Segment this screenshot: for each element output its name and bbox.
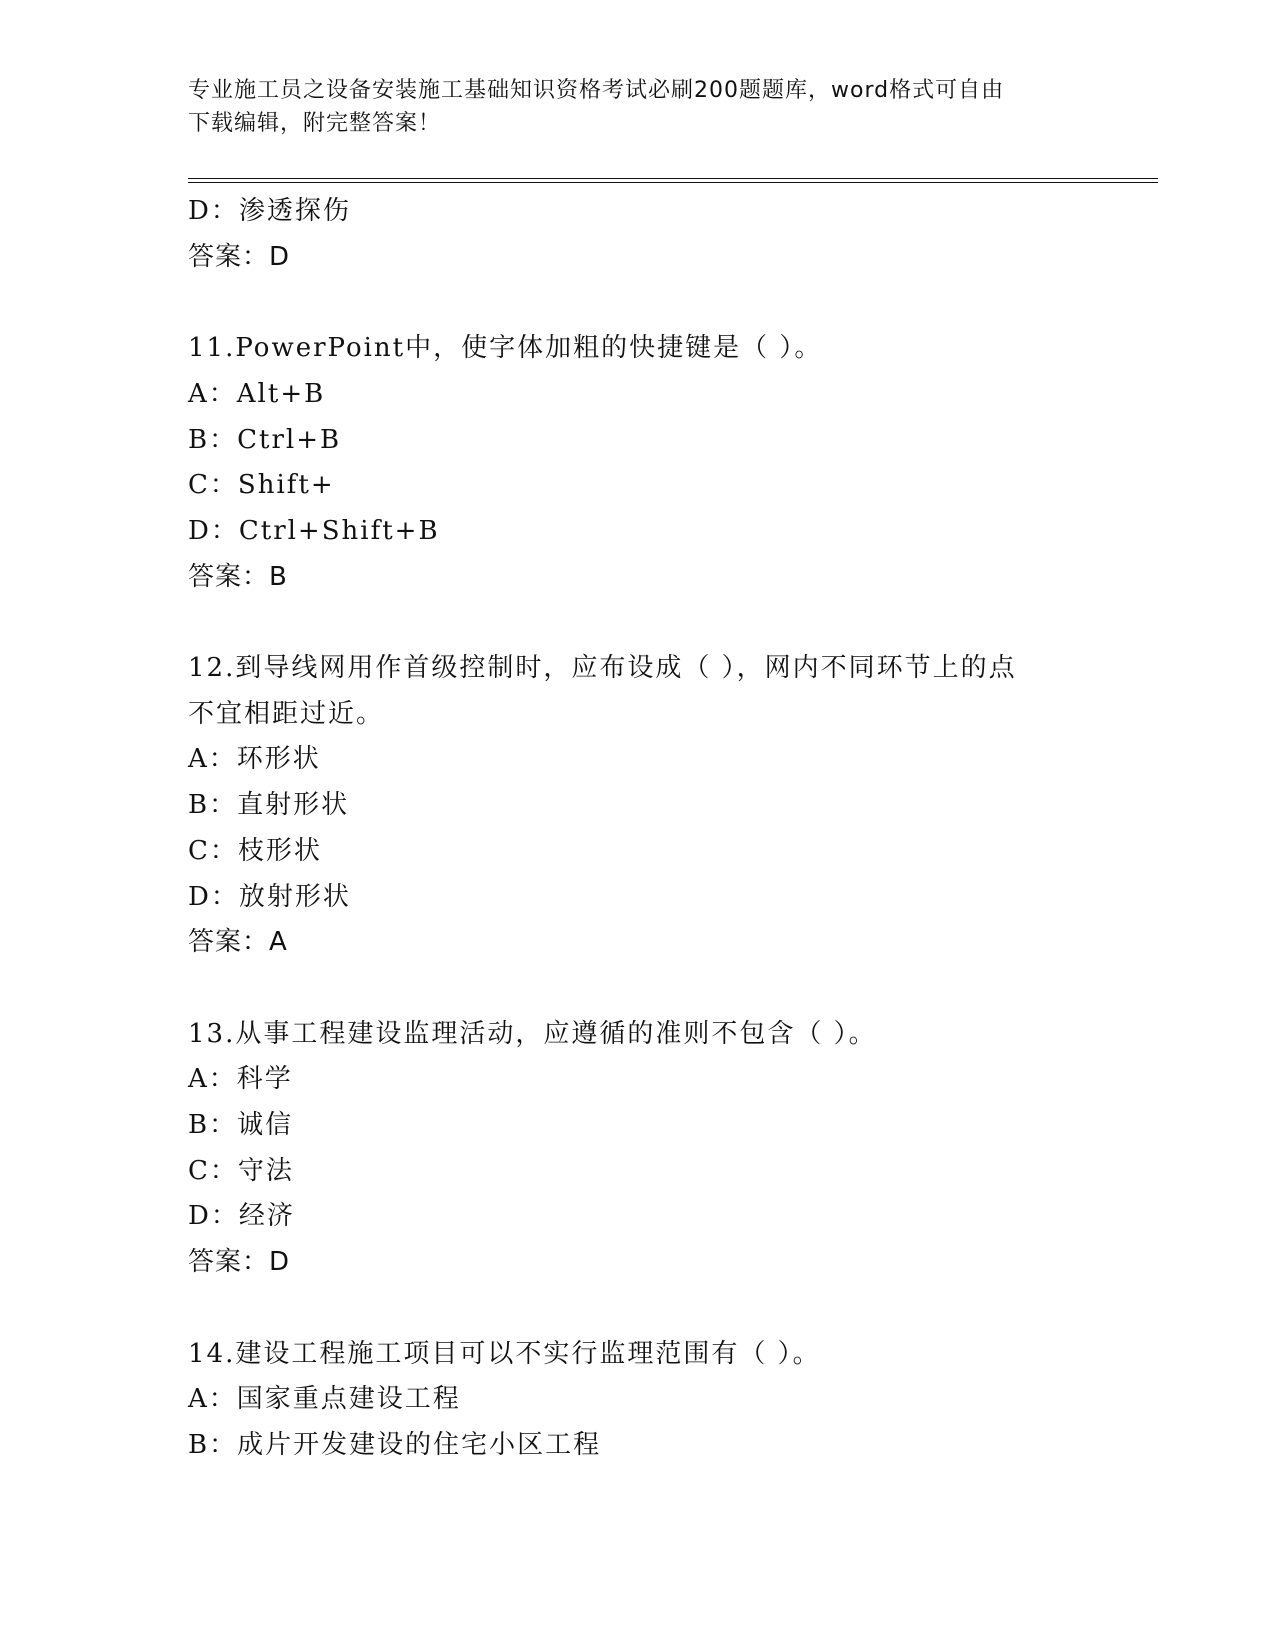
option-a: A：环形状 — [188, 744, 321, 775]
header-divider-bottom — [188, 182, 1158, 183]
option-a: A：国家重点建设工程 — [188, 1384, 461, 1415]
spacer — [188, 966, 1088, 1012]
option-a: A：Alt+B — [188, 378, 326, 409]
option-a: A：科学 — [188, 1064, 293, 1095]
question-stem: 12.到导线网用作首级控制时，应布设成（ ），网内不同环节上的点 — [188, 653, 1017, 683]
option-c: C：枝形状 — [188, 835, 322, 866]
header-line-1: 专业施工员之设备安装施工基础知识资格考试必刷200题题库，word格式可自由 — [188, 78, 1005, 103]
answer-line: 答案：D — [188, 1247, 291, 1278]
header-divider-top — [188, 178, 1158, 179]
question-block-12 — [188, 646, 1088, 966]
header-line-2: 下载编辑，附完整答案！ — [188, 111, 442, 136]
question-stem-continued: 不宜相距过近。 — [188, 698, 385, 729]
answer-line: 答案：B — [188, 561, 288, 592]
option-b: B：成片开发建设的住宅小区工程 — [188, 1429, 602, 1460]
question-stem: 13.从事工程建设监理活动，应遵循的准则不包含（ ）。 — [188, 1018, 877, 1049]
question-list — [188, 189, 1088, 1469]
option-c: C：守法 — [188, 1155, 294, 1186]
answer-line: 答案：A — [188, 927, 288, 958]
question-stem: 14.建设工程施工项目可以不实行监理范围有（ ）。 — [188, 1338, 821, 1369]
question-block-14 — [188, 1332, 1088, 1469]
question-block-11 — [188, 326, 1088, 600]
question-block-13 — [188, 1012, 1088, 1286]
option-d: D：渗透探伤 — [188, 196, 351, 226]
question-stem: 11.PowerPoint中，使字体加粗的快捷键是（ ）。 — [188, 333, 823, 364]
question-block-previous — [188, 189, 1088, 280]
spacer — [188, 600, 1088, 646]
spacer — [188, 1286, 1088, 1332]
option-b: B：诚信 — [188, 1110, 294, 1141]
option-d: D：经济 — [188, 1201, 295, 1232]
option-b: B：直射形状 — [188, 790, 350, 821]
document-header — [188, 74, 1068, 140]
spacer — [188, 280, 1088, 326]
answer-line: 答案：D — [188, 241, 291, 272]
option-d: D：Ctrl+Shift+B — [188, 515, 440, 546]
option-b: B：Ctrl+B — [188, 424, 342, 455]
option-c: C：Shift+ — [188, 470, 335, 501]
option-d: D：放射形状 — [188, 881, 351, 912]
